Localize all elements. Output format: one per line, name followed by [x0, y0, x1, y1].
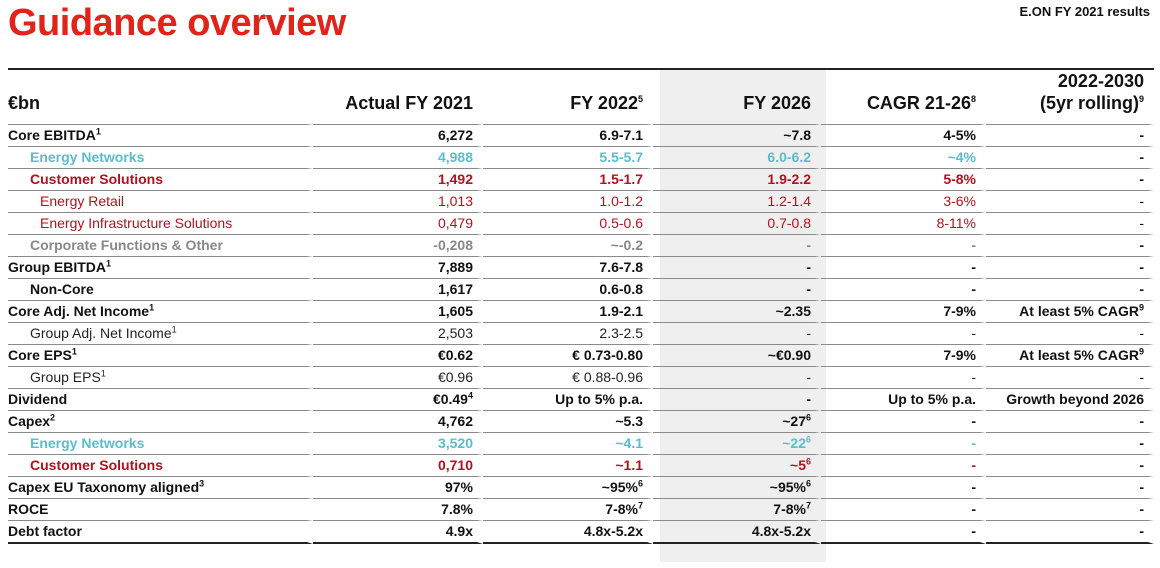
column-header-label-line2: (5yr rolling): [1039, 93, 1139, 113]
footnote-marker: 1: [95, 126, 101, 137]
table-cell-col4: ~4%: [821, 147, 986, 169]
row-label: Energy Retail: [8, 191, 313, 213]
table-cell-col5: -: [986, 323, 1154, 345]
table-header-row: [8, 70, 1154, 125]
table-cell-col3: 1.2-1.4: [653, 191, 821, 213]
table-cell-col4: 4-5%: [821, 125, 986, 147]
table-cell-col1: 1,605: [313, 301, 483, 323]
table-row: [8, 433, 1154, 455]
table-row: [8, 147, 1154, 169]
column-header-label: CAGR 21-26: [866, 93, 971, 113]
row-label: Energy Infrastructure Solutions: [8, 213, 313, 235]
table-cell-col3: 6.0-6.2: [653, 147, 821, 169]
table-cell-col1: -0,208: [313, 235, 483, 257]
table-cell-col2: ~5.3: [483, 411, 653, 433]
row-label: Corporate Functions & Other: [8, 235, 313, 257]
row-label: Customer Solutions: [8, 455, 313, 477]
row-label: Customer Solutions: [8, 169, 313, 191]
table-cell-col4: Up to 5% p.a.: [821, 389, 986, 411]
table-cell-col3: 1.9-2.2: [653, 169, 821, 191]
footnote-marker: 2: [50, 412, 56, 423]
footnote-marker: 9: [1138, 302, 1144, 313]
table-cell-col3: ~95%$^6$: [653, 477, 821, 499]
report-subtitle: E.ON FY 2021 results: [1019, 4, 1150, 19]
column-header-label: Actual FY 2021: [345, 93, 473, 113]
table-row: [8, 125, 1154, 147]
table-cell-col3: $\sim 5^6$: [653, 455, 821, 477]
table-row: [8, 455, 1154, 477]
table-cell-col2: € 0.73-0.80: [483, 345, 653, 367]
table-cell-col2: ~95%$^6$: [483, 477, 653, 499]
table-row: [8, 301, 1154, 323]
table-cell-col4: -: [821, 411, 986, 433]
footnote-marker: 9: [1138, 346, 1144, 357]
row-label: Core EPS$^1$: [8, 345, 313, 367]
table-cell-col3: 7-8%$^7$: [653, 499, 821, 521]
table-cell-col1: 7,889: [313, 257, 483, 279]
table-cell-col5: At least 5% CAGR$^9$: [986, 345, 1154, 367]
table-cell-col2: 1.0-1.2: [483, 191, 653, 213]
column-header-5: [986, 70, 1154, 125]
table-cell-col2: 2.3-2.5: [483, 323, 653, 345]
table-cell-col1: €0.96: [313, 367, 483, 389]
table-cell-col3: $\sim 27^6$: [653, 411, 821, 433]
table-cell-col5: -: [986, 433, 1154, 455]
table-cell-col2: € 0.88-0.96: [483, 367, 653, 389]
column-header-3: [653, 70, 821, 125]
column-header-2: [483, 70, 653, 125]
table-cell-col1: €0.62: [313, 345, 483, 367]
table-cell-col2: 1.5-1.7: [483, 169, 653, 191]
table-row: [8, 411, 1154, 433]
footnote-marker: 1: [106, 258, 112, 269]
table-cell-col4: 7-9%: [821, 345, 986, 367]
table-cell-col1: 4.9x: [313, 521, 483, 544]
footnote-marker: 1: [100, 368, 106, 379]
footnote-marker: 6: [805, 478, 811, 489]
table-cell-col4: 3-6%: [821, 191, 986, 213]
footnote-marker: 6: [805, 434, 811, 445]
table-cell-col1: 4,762: [313, 411, 483, 433]
table-cell-col1: 6,272: [313, 125, 483, 147]
table-row: [8, 499, 1154, 521]
table-cell-col5: Growth beyond 2026: [986, 389, 1154, 411]
row-label: Energy Networks: [8, 147, 313, 169]
table-row: [8, 191, 1154, 213]
table-cell-col2: 0.5-0.6: [483, 213, 653, 235]
table-row: [8, 367, 1154, 389]
table-cell-col4: -: [821, 521, 986, 544]
table-cell-col5: -: [986, 499, 1154, 521]
row-label: Group Adj. Net Income$^1$: [8, 323, 313, 345]
table-row: [8, 257, 1154, 279]
guidance-table: [8, 70, 1154, 544]
table-row: [8, 521, 1154, 544]
table-cell-col4: -: [821, 477, 986, 499]
table-cell-col4: -: [821, 323, 986, 345]
table-cell-col2: 0.6-0.8: [483, 279, 653, 301]
table-cell-col1: 1,013: [313, 191, 483, 213]
table-cell-col1: 2,503: [313, 323, 483, 345]
table-cell-col4: 7-9%: [821, 301, 986, 323]
table-cell-col2: ~4.1: [483, 433, 653, 455]
table-cell-col1: 1,617: [313, 279, 483, 301]
row-label: ROCE: [8, 499, 313, 521]
table-cell-col2: 4.8x-5.2x: [483, 521, 653, 544]
footnote-marker: 7: [805, 500, 811, 511]
table-cell-col3: -: [653, 257, 821, 279]
table-cell-col1: 3,520: [313, 433, 483, 455]
column-header-0: [8, 70, 313, 125]
table-cell-col3: -: [653, 279, 821, 301]
table-cell-col5: -: [986, 411, 1154, 433]
table-row: [8, 235, 1154, 257]
table-cell-col5: -: [986, 235, 1154, 257]
table-row: [8, 477, 1154, 499]
table-cell-col1: 7.8%: [313, 499, 483, 521]
table-cell-col5: -: [986, 477, 1154, 499]
table-cell-col1: 0,710: [313, 455, 483, 477]
table-cell-col1: €0.49$^4$: [313, 389, 483, 411]
row-label: Core Adj. Net Income$^1$: [8, 301, 313, 323]
footnote-marker: 3: [199, 478, 205, 489]
table-cell-col3: -: [653, 389, 821, 411]
table-cell-col5: -: [986, 191, 1154, 213]
row-label: Core EBITDA$^1$: [8, 125, 313, 147]
table-cell-col3: -: [653, 235, 821, 257]
table-cell-col2: 5.5-5.7: [483, 147, 653, 169]
table-cell-col5: -: [986, 455, 1154, 477]
footnote-marker: 1: [71, 346, 77, 357]
table-cell-col5: -: [986, 521, 1154, 544]
footnote-marker: 5: [637, 94, 643, 104]
table-cell-col2: 1.9-2.1: [483, 301, 653, 323]
table-cell-col5: -: [986, 279, 1154, 301]
table-cell-col5: -: [986, 213, 1154, 235]
table-cell-col3: $\sim 22^6$: [653, 433, 821, 455]
footnote-marker: 6: [805, 412, 811, 423]
footnote-marker: 8: [970, 94, 976, 104]
column-header-4: [821, 70, 986, 125]
footnote-marker: 7: [637, 500, 643, 511]
column-header-label: €bn: [8, 93, 41, 113]
table-cell-col5: -: [986, 147, 1154, 169]
table-cell-col4: -: [821, 499, 986, 521]
table-cell-col1: 97%: [313, 477, 483, 499]
table-cell-col2: Up to 5% p.a.: [483, 389, 653, 411]
table-row: [8, 323, 1154, 345]
footnote-marker: 1: [171, 324, 177, 335]
footnote-marker: 6: [805, 456, 811, 467]
table-cell-col1: 0,479: [313, 213, 483, 235]
column-header-1: [313, 70, 483, 125]
table-row: [8, 279, 1154, 301]
footnote-marker: 1: [149, 302, 155, 313]
table-cell-col3: 4.8x-5.2x: [653, 521, 821, 544]
row-label: Dividend: [8, 389, 313, 411]
row-label: Group EPS$^1$: [8, 367, 313, 389]
footnote-marker: 6: [637, 478, 643, 489]
table-cell-col3: ~2.35: [653, 301, 821, 323]
table-cell-col5: -: [986, 169, 1154, 191]
table-cell-col4: -: [821, 279, 986, 301]
table-cell-col1: 4,988: [313, 147, 483, 169]
table-cell-col3: -: [653, 323, 821, 345]
table-cell-col4: -: [821, 257, 986, 279]
table-cell-col4: 8-11%: [821, 213, 986, 235]
table-cell-col5: -: [986, 257, 1154, 279]
table-cell-col5: At least 5% CAGR$^9$: [986, 301, 1154, 323]
table-row: [8, 169, 1154, 191]
table-cell-col4: 5-8%: [821, 169, 986, 191]
table-cell-col5: -: [986, 125, 1154, 147]
table-cell-col3: ~7.8: [653, 125, 821, 147]
footnote-marker: 4: [467, 390, 473, 401]
table-cell-col4: -: [821, 235, 986, 257]
table-cell-col3: ~€0.90: [653, 345, 821, 367]
table-cell-col2: ~1.1: [483, 455, 653, 477]
table-cell-col3: 0.7-0.8: [653, 213, 821, 235]
table-cell-col3: -: [653, 367, 821, 389]
table-cell-col2: 7.6-7.8: [483, 257, 653, 279]
row-label: Non-Core: [8, 279, 313, 301]
table-cell-col4: -: [821, 455, 986, 477]
footnote-marker: 9: [1138, 94, 1144, 104]
row-label: Capex EU Taxonomy aligned$^3$: [8, 477, 313, 499]
row-label: Debt factor: [8, 521, 313, 544]
row-label: Energy Networks: [8, 433, 313, 455]
table-cell-col2: 6.9-7.1: [483, 125, 653, 147]
table-row: [8, 389, 1154, 411]
column-header-label: FY 2026: [743, 93, 811, 113]
table-cell-col4: -: [821, 433, 986, 455]
table-cell-col5: -: [986, 367, 1154, 389]
table-cell-col2: 7-8%$^7$: [483, 499, 653, 521]
row-label: Capex$^2$: [8, 411, 313, 433]
table-row: [8, 213, 1154, 235]
table-row: [8, 345, 1154, 367]
column-header-label: FY 2022: [570, 93, 638, 113]
table-cell-col4: -: [821, 367, 986, 389]
table-cell-col1: 1,492: [313, 169, 483, 191]
row-label: Group EBITDA$^1$: [8, 257, 313, 279]
table-cell-col2: ~-0.2: [483, 235, 653, 257]
table-body: [8, 125, 1154, 544]
page-title: Guidance overview: [8, 2, 346, 44]
column-header-label: 2022-2030: [1057, 71, 1144, 91]
